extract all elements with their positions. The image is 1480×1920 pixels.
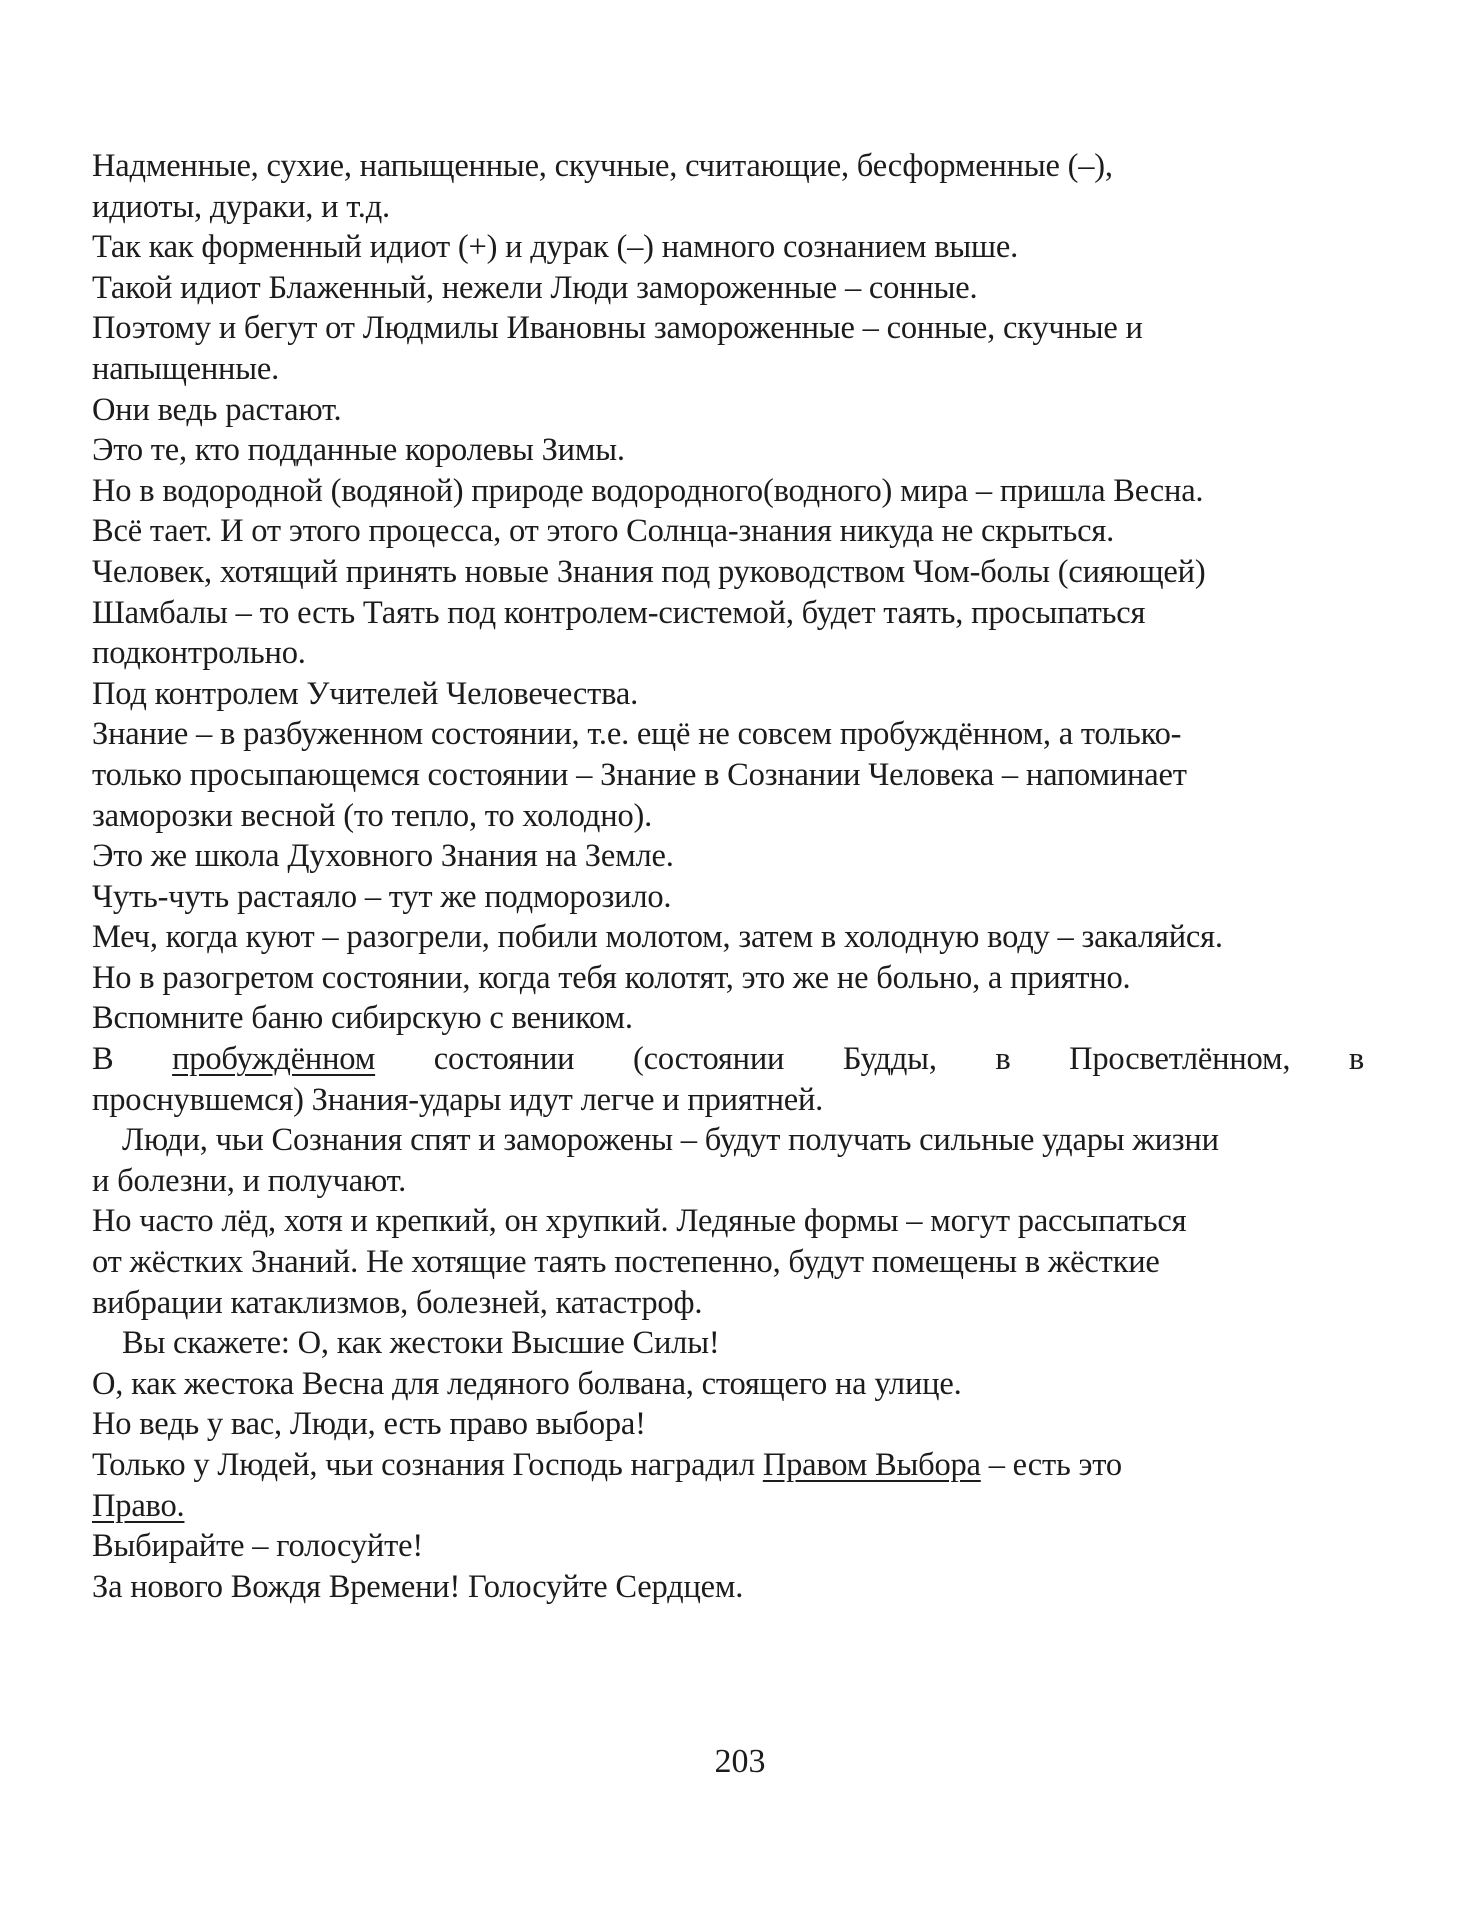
text-line: Знание – в разбуженном состоянии, т.е. ещё не совсем пробуждённом, а только- — [92, 716, 1182, 753]
text-fragment: состоянии (состоянии Будды, в Просветлённом, в — [375, 1041, 1364, 1078]
text-line: Под контролем Учителей Человечества. — [92, 675, 639, 712]
text-line: от жёстких Знаний. Не хотящие таять постепенно, будут помещены в жёсткие — [92, 1244, 1160, 1281]
text-fragment: – есть это — [980, 1447, 1122, 1483]
text-line: Они ведь растают. — [92, 391, 342, 428]
text-line: Надменные, сухие, напыщенные, скучные, считающие, бесформенные (–), — [92, 148, 1113, 184]
text-line: заморозки весной (то тепло, то холодно). — [92, 797, 653, 834]
page-number: 203 — [714, 1743, 766, 1780]
text-line: Но в водородной (водяной) природе водородного(водного) мира – пришла Весна. — [92, 472, 1204, 509]
text-line: Человек, хотящий принять новые Знания под руководством Чом-болы (сияющей) — [92, 553, 1206, 590]
text-line: Меч, когда куют – разогрели, побили молотом, затем в холодную воду – закаляйся. — [92, 919, 1223, 956]
text-line: и болезни, и получают. — [92, 1162, 407, 1199]
text-line-choice — [92, 1445, 1372, 1486]
text-line — [92, 1486, 1372, 1527]
text-line: Выбирайте – голосуйте! — [92, 1528, 423, 1565]
body-text — [92, 146, 1372, 1607]
text-line: Но ведь у вас, Люди, есть право выбора! — [92, 1406, 646, 1443]
text-line: За нового Вождя Времени! Голосуйте Сердцем. — [92, 1568, 744, 1605]
text-line: вибрации катаклизмов, болезней, катастроф. — [92, 1284, 703, 1321]
text-line: Но в разогретом состоянии, когда тебя колотят, это же не больно, а приятно. — [92, 959, 1131, 996]
text-line: только просыпающемся состоянии – Знание в Сознании Человека – напоминает — [92, 756, 1187, 793]
text-line: Всё тает. И от этого процесса, от этого Солнца-знания никуда не скрыться. — [92, 513, 1115, 550]
underlined-phrase: Правом Выбора — [762, 1447, 981, 1483]
text-line: подконтрольно. — [92, 635, 306, 672]
text-line: проснувшемся) Знания-удары идут легче и приятней. — [92, 1081, 824, 1118]
text-fragment: В — [92, 1041, 173, 1078]
text-line: напыщенные. — [92, 350, 280, 387]
underlined-word: Право. — [92, 1487, 185, 1524]
text-line: Шамбалы – то есть Таять под контролем-системой, будет таять, просыпаться — [92, 594, 1146, 631]
text-line: Такой идиот Блаженный, нежели Люди замороженные – сонные. — [92, 269, 978, 306]
text-line: Поэтому и бегут от Людмилы Ивановны замороженные – сонные, скучные и — [92, 310, 1143, 347]
underlined-word: пробуждённом — [172, 1041, 376, 1078]
text-line: идиоты, дураки, и т.д. — [92, 188, 390, 225]
text-line: Чуть-чуть растаяло – тут же подморозило. — [92, 878, 672, 915]
text-line: Люди, чьи Сознания спят и заморожены – будут получать сильные удары жизни — [122, 1122, 1219, 1159]
text-fragment: Только у Людей, чьи сознания Господь наградил — [92, 1447, 763, 1483]
text-line: Это же школа Духовного Знания на Земле. — [92, 838, 674, 875]
text-line: Так как форменный идиот (+) и дурак (–) намного сознанием выше. — [92, 229, 1019, 266]
text-line: Это те, кто подданные королевы Зимы. — [92, 432, 625, 469]
text-line: Но часто лёд, хотя и крепкий, он хрупкий. Ледяные формы – могут рассыпаться — [92, 1203, 1187, 1240]
text-line-buddha — [92, 1039, 1364, 1080]
text-line: О, как жестока Весна для ледяного болвана, стоящего на улице. — [92, 1365, 962, 1402]
text-line: Вы скажете: О, как жестоки Высшие Силы! — [122, 1325, 720, 1362]
text-line: Вспомните баню сибирскую с веником. — [92, 1000, 633, 1037]
